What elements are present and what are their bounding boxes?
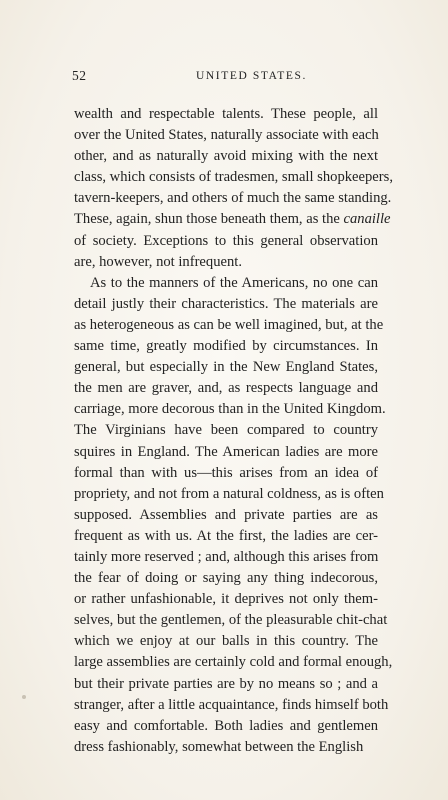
text-line: the fear of doing or saying any thing indecorous,: [74, 570, 378, 587]
italic-word: canaille: [343, 211, 391, 228]
text-line: The Virginians have been compared to country: [74, 422, 378, 439]
paper-spot: [22, 695, 26, 699]
text-line: supposed. Assemblies and private parties are as: [74, 506, 378, 523]
text-line: are, however, not infrequent.: [74, 253, 242, 270]
text-line: As to the manners of the Americans, no one can: [90, 274, 378, 291]
text-line: large assemblies are certainly cold and formal enough,: [74, 654, 393, 671]
text-line: easy and comfortable. Both ladies and gentlemen: [74, 717, 378, 734]
text-line: of society. Exceptions to this general observation: [74, 232, 378, 249]
text-line: squires in England. The American ladies are more: [74, 443, 378, 460]
text-line: formal than with us—this arises from an idea of: [74, 464, 378, 481]
body-text: [74, 104, 393, 758]
text-line: These, again, shun those beneath them, as the canaille: [74, 211, 391, 228]
text-line: over the United States, naturally associate with each: [74, 127, 379, 144]
text-line: tainly more reserved ; and, although this arises from: [74, 548, 379, 565]
text-line: stranger, after a little acquaintance, finds himself both: [74, 696, 389, 713]
text-line: dress fashionably, somewhat between the English: [74, 738, 364, 755]
text-line: detail justly their characteristics. The materials are: [74, 295, 378, 312]
text-line: wealth and respectable talents. These people, all: [74, 106, 378, 122]
running-head: UNITED STATES.: [196, 70, 307, 82]
text-line: class, which consists of tradesmen, small shopkeepers,: [74, 169, 393, 186]
text-line: carriage, more decorous than in the United Kingdom.: [74, 401, 386, 418]
page-header: [72, 68, 372, 86]
text-line: selves, but the gentlemen, of the pleasurable chit-chat: [74, 612, 388, 629]
text-line: which we enjoy at our balls in this country. The: [74, 633, 378, 650]
page-number: 52: [72, 68, 87, 83]
text-line: propriety, and not from a natural coldness, as is often: [74, 485, 384, 502]
text-line: frequent as with us. At the first, the ladies are cer-: [74, 527, 378, 544]
text-line: same time, greatly modified by circumstances. In: [74, 338, 378, 355]
text-line: but their private parties are by no means so ; and a: [74, 675, 378, 692]
text-line: as heterogeneous as can be well imagined, but, at the: [74, 316, 384, 333]
text-line: or rather unfashionable, it deprives not only them-: [74, 591, 378, 608]
text-line: general, but especially in the New England States,: [74, 359, 378, 376]
text-line: the men are graver, and, as respects language and: [74, 380, 378, 397]
text-line: other, and as naturally avoid mixing with the next: [74, 148, 378, 165]
text-line: tavern-keepers, and others of much the same standing.: [74, 190, 392, 207]
